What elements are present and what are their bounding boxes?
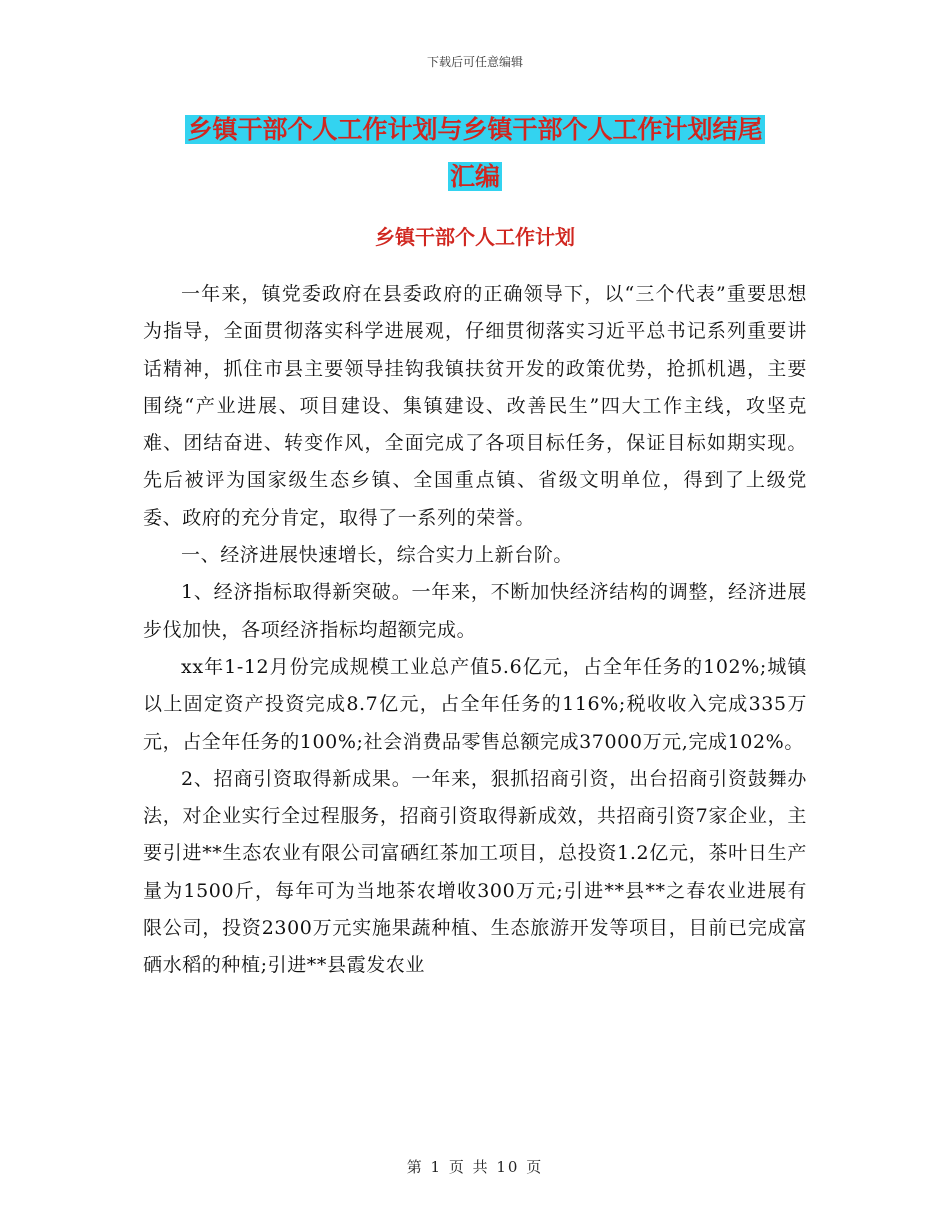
header-note: 下载后可任意编辑	[426, 55, 523, 69]
page-number: 第 1 页 共 10 页	[406, 1158, 544, 1176]
document-body	[143, 276, 807, 985]
document-title-line-2: 汇编	[449, 162, 500, 191]
paragraph: xx年1-12月份完成规模工业总产值5.6亿元，占全年任务的102%;城镇以上固定资产投资完成8.7亿元，占全年任务的116%;税收收入完成335万元，占全年任务的100%;社会消费品零售总额完成37000万元,完成102%。	[143, 655, 807, 753]
document-title	[140, 106, 810, 200]
document-title-line-1: 乡镇干部个人工作计划与乡镇干部个人工作计划结尾	[187, 115, 763, 144]
paragraph: 一年来，镇党委政府在县委政府的正确领导下，以“三个代表”重要思想为指导，全面贯彻落实科学进展观，仔细贯彻落实习近平总书记系列重要讲话精神，抓住市县主要领导挂钩我镇扶贫开发的政策优势，抢抓机遇，主要围绕“产业进展、项目建设、集镇建设、改善民生”四大工作主线，攻坚克难、团结奋进、转变作风，全面完成了各项目标任务，保证目标如期实现。先后被评为国家级生态乡镇、全国重点镇、省级文明单位，得到了上级党委、政府的充分肯定，取得了一系列的荣誉。	[143, 283, 807, 529]
section-title: 乡镇干部个人工作计划	[375, 225, 575, 249]
paragraph: 1、经济指标取得新突破。一年来，不断加快经济结构的调整，经济进展步伐加快，各项经济指标均超额完成。	[143, 581, 807, 641]
paragraph: 一、经济进展快速增长，综合实力上新台阶。	[181, 544, 574, 567]
paragraph: 2、招商引资取得新成果。一年来，狠抓招商引资，出台招商引资鼓舞办法，对企业实行全过程服务，招商引资取得新成效，共招商引资7家企业，主要引进**生态农业有限公司富硒红茶加工项目，总投资1.2亿元，茶叶日生产量为1500斤，每年可为当地茶农增收300万元;引进**县**之春农业进展有限公司，投资2300万元实施果蔬种植、生态旅游开发等项目，目前已完成富硒水稻的种植;引进**县霞发农业	[143, 767, 807, 977]
